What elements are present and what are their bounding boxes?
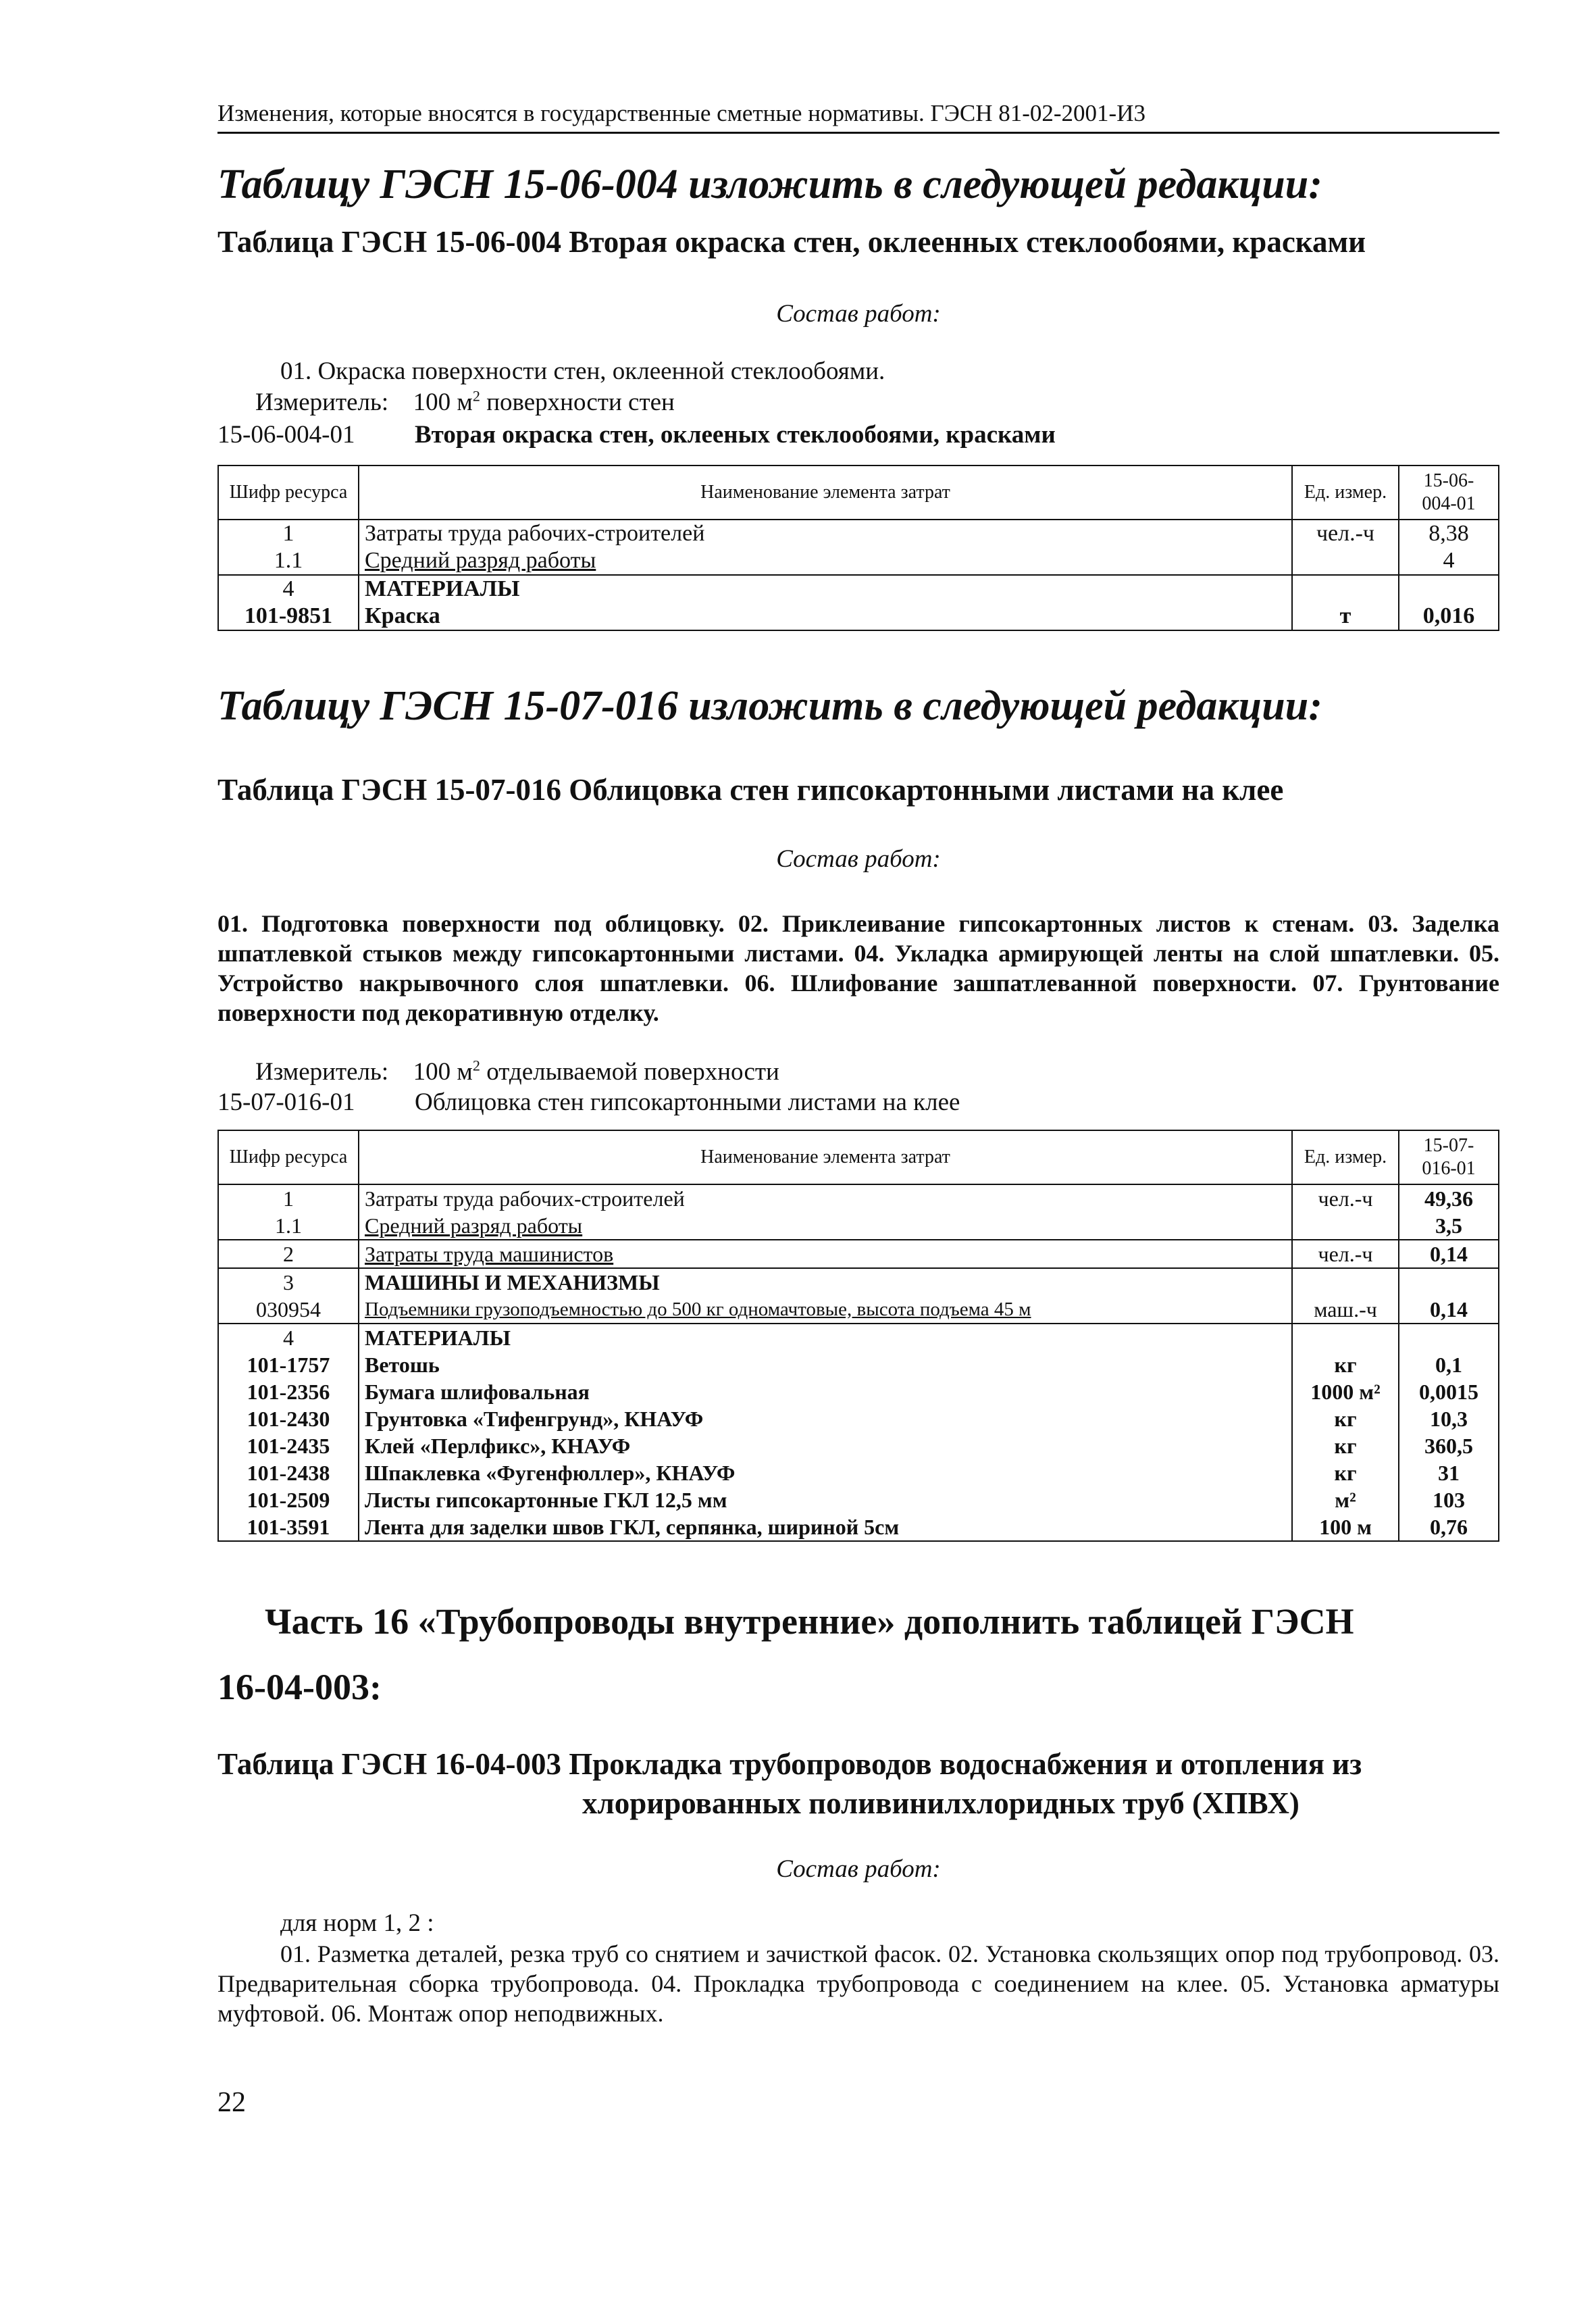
section2-work-items: 01. Подготовка поверхности под облицовку. 02. Приклеивание гипсокартонных листов к стенам. 03. Заделка шпатлевкой стыков между гипсокартонными листами. 04. Укладка армирующей ленты на слой шпатлевки. 05. Устройство накрывочного слоя шпатлевки. 06. Шлифование зашпатлеванной поверхности. 07. Грунтование поверхности под декоративную отделку. <box>217 910 1499 1026</box>
row-value <box>1399 1324 1499 1351</box>
page-number: 22 <box>217 2087 246 2118</box>
row-code: 2 <box>218 1240 359 1268</box>
measure-label: Измеритель: <box>255 1058 389 1086</box>
row-name: Клей «Перлфикс», КНАУФ <box>359 1432 1292 1459</box>
row-unit: 1000 м² <box>1292 1378 1399 1405</box>
measure-sup: 2 <box>472 387 480 405</box>
running-header: Изменения, которые вносятся в государственные сметные нормативы. ГЭСН 81-02-2001-И3 <box>217 100 1145 126</box>
section1-work-items: 01. Окраска поверхности стен, оклеенной стеклообоями. <box>280 357 885 385</box>
row-unit: т <box>1292 603 1399 630</box>
section3-work-label: Состав работ: <box>776 1855 941 1883</box>
row-code: 3 <box>218 1268 359 1296</box>
section3-table-title-line2: хлорированных поливинилхлоридных труб (ХПВХ) <box>582 1786 1299 1820</box>
row-name: Бумага шлифовальная <box>359 1378 1292 1405</box>
row-code: 4 <box>218 575 359 603</box>
row-value: 3,5 <box>1399 1212 1499 1240</box>
row-code: 101-2435 <box>218 1432 359 1459</box>
row-name: Листы гипсокартонные ГКЛ 12,5 мм <box>359 1486 1292 1513</box>
row-unit: кг <box>1292 1405 1399 1432</box>
row-name: Ветошь <box>359 1351 1292 1378</box>
row-unit <box>1292 575 1399 603</box>
measure-value: 100 м <box>413 388 473 416</box>
col-name-header: Наименование элемента затрат <box>359 1130 1292 1184</box>
measure-sup: 2 <box>472 1057 480 1074</box>
table-row <box>218 1486 1499 1513</box>
row-code: 1.1 <box>218 547 359 575</box>
table-row <box>218 575 1499 603</box>
row-code: 101-2438 <box>218 1459 359 1486</box>
row-code: 101-2509 <box>218 1486 359 1513</box>
table-row <box>218 520 1499 547</box>
part-title-line2: 16-04-003: <box>217 1667 382 1707</box>
section3-work-items: 01. Разметка деталей, резка труб со снятием и зачисткой фасок. 02. Установка скользящих опор под трубопровод. 03. Предварительная сборка трубопровода. 04. Прокладка трубопровода с соединением на клее. 05. Установка арматуры муфтовой. 06. Монтаж опор неподвижных. <box>217 1940 1499 2027</box>
table-row <box>218 1240 1499 1268</box>
section2-norm-code: 15-07-016-01 <box>217 1088 355 1116</box>
row-name: Затраты труда машинистов <box>359 1240 1292 1268</box>
col-code-header: Шифр ресурса <box>218 1130 359 1184</box>
section3-table-title-line1: Таблица ГЭСН 16-04-003 Прокладка трубопроводов водоснабжения и отопления из <box>217 1747 1362 1781</box>
row-value: 103 <box>1399 1486 1499 1513</box>
measure-value: 100 м <box>413 1058 473 1086</box>
section2-measure <box>255 1057 779 1086</box>
section2-norm-name: Облицовка стен гипсокартонными листами на клее <box>415 1088 960 1116</box>
row-code: 1 <box>218 520 359 547</box>
col-value-header: 15-07-016-01 <box>1399 1130 1499 1184</box>
row-unit: чел.-ч <box>1292 520 1399 547</box>
col-code-header: Шифр ресурса <box>218 466 359 520</box>
row-name: Лента для заделки швов ГКЛ, серпянка, шириной 5см <box>359 1513 1292 1541</box>
row-name: Грунтовка «Тифенгрунд», КНАУФ <box>359 1405 1292 1432</box>
row-unit <box>1292 547 1399 575</box>
row-value: 0,14 <box>1399 1296 1499 1324</box>
row-value: 0,016 <box>1399 603 1499 630</box>
section1-norm-name: Вторая окраска стен, оклееных стеклообоями, красками <box>415 421 1056 449</box>
section1-heading: Таблицу ГЭСН 15-06-004 изложить в следующей редакции: <box>217 161 1322 207</box>
row-code: 101-2356 <box>218 1378 359 1405</box>
table-row <box>218 1268 1499 1296</box>
table-row <box>218 1324 1499 1351</box>
table-row <box>218 1432 1499 1459</box>
row-unit <box>1292 1212 1399 1240</box>
table-row <box>218 1378 1499 1405</box>
row-name: Краска <box>359 603 1292 630</box>
row-name: МАТЕРИАЛЫ <box>359 575 1292 603</box>
row-unit: чел.-ч <box>1292 1240 1399 1268</box>
row-unit: м² <box>1292 1486 1399 1513</box>
table-row <box>218 603 1499 630</box>
header-rule <box>217 132 1499 134</box>
col-name-header: Наименование элемента затрат <box>359 466 1292 520</box>
row-unit: чел.-ч <box>1292 1184 1399 1212</box>
section2-heading: Таблицу ГЭСН 15-07-016 изложить в следующей редакции: <box>217 683 1322 729</box>
table-row <box>218 1459 1499 1486</box>
row-value: 4 <box>1399 547 1499 575</box>
row-name: Затраты труда рабочих-строителей <box>359 1184 1292 1212</box>
section1-measure <box>255 388 675 417</box>
row-value: 0,76 <box>1399 1513 1499 1541</box>
row-code: 1 <box>218 1184 359 1212</box>
measure-text: поверхности стен <box>480 388 675 416</box>
table-row <box>218 1296 1499 1324</box>
section1-work-label: Состав работ: <box>776 300 941 328</box>
row-name: МАШИНЫ И МЕХАНИЗМЫ <box>359 1268 1292 1296</box>
row-unit: кг <box>1292 1459 1399 1486</box>
row-unit <box>1292 1268 1399 1296</box>
col-unit-header: Ед. измер. <box>1292 466 1399 520</box>
section2-work-label: Состав работ: <box>776 845 941 873</box>
row-name: Средний разряд работы <box>359 1212 1292 1240</box>
section2-table-title: Таблица ГЭСН 15-07-016 Облицовка стен гипсокартонными листами на клее <box>217 773 1284 807</box>
col-unit-header: Ед. измер. <box>1292 1130 1399 1184</box>
row-code: 101-3591 <box>218 1513 359 1541</box>
row-value: 8,38 <box>1399 520 1499 547</box>
row-unit: кг <box>1292 1351 1399 1378</box>
row-value: 31 <box>1399 1459 1499 1486</box>
row-name: МАТЕРИАЛЫ <box>359 1324 1292 1351</box>
measure-label: Измеритель: <box>255 388 389 416</box>
row-code: 030954 <box>218 1296 359 1324</box>
row-name: Подъемники грузоподъемностью до 500 кг одномачтовые, высота подъема 45 м <box>359 1296 1292 1324</box>
row-code: 101-9851 <box>218 603 359 630</box>
row-value: 0,14 <box>1399 1240 1499 1268</box>
section1-norm-code: 15-06-004-01 <box>217 421 355 449</box>
row-name: Средний разряд работы <box>359 547 1292 575</box>
table-row <box>218 1405 1499 1432</box>
row-value <box>1399 1268 1499 1296</box>
row-unit <box>1292 1324 1399 1351</box>
col-value-header: 15-06-004-01 <box>1399 466 1499 520</box>
table-row <box>218 1184 1499 1212</box>
table-header-row <box>218 1130 1499 1184</box>
row-unit: 100 м <box>1292 1513 1399 1541</box>
table-row <box>218 547 1499 575</box>
table-header-row <box>218 466 1499 520</box>
row-name: Шпаклевка «Фугенфюллер», КНАУФ <box>359 1459 1292 1486</box>
row-name: Затраты труда рабочих-строителей <box>359 520 1292 547</box>
row-code: 1.1 <box>218 1212 359 1240</box>
table-row <box>218 1212 1499 1240</box>
section2-resource-table <box>217 1130 1499 1542</box>
row-code: 101-2430 <box>218 1405 359 1432</box>
row-value <box>1399 575 1499 603</box>
row-code: 4 <box>218 1324 359 1351</box>
row-value: 10,3 <box>1399 1405 1499 1432</box>
row-unit: кг <box>1292 1432 1399 1459</box>
part-title-line1: Часть 16 «Трубопроводы внутренние» дополнить таблицей ГЭСН <box>265 1601 1354 1642</box>
row-value: 0,1 <box>1399 1351 1499 1378</box>
measure-text: отделываемой поверхности <box>480 1058 779 1086</box>
row-code: 101-1757 <box>218 1351 359 1378</box>
row-value: 360,5 <box>1399 1432 1499 1459</box>
row-value: 49,36 <box>1399 1184 1499 1212</box>
row-value: 0,0015 <box>1399 1378 1499 1405</box>
row-unit: маш.-ч <box>1292 1296 1399 1324</box>
section1-resource-table <box>217 465 1499 631</box>
table-row <box>218 1351 1499 1378</box>
section3-for-norms: для норм 1, 2 : <box>280 1909 434 1937</box>
table-row <box>218 1513 1499 1541</box>
section1-table-title: Таблица ГЭСН 15-06-004 Вторая окраска стен, оклеенных стеклообоями, красками <box>217 225 1366 259</box>
